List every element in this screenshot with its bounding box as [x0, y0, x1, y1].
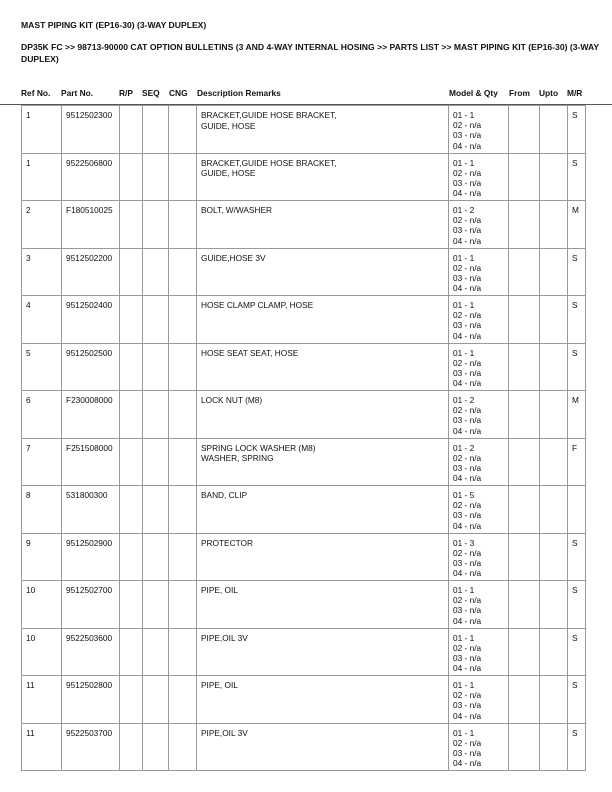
- rp-cell: [120, 391, 143, 439]
- qty-line: 02 - n/a: [453, 452, 482, 463]
- part-no: 9512502800: [66, 680, 113, 690]
- header-from: From: [509, 88, 530, 98]
- qty-line: 03 - n/a: [453, 367, 482, 378]
- ref-no: 3: [26, 252, 31, 263]
- from-cell: [509, 628, 540, 676]
- cng-cell: [169, 391, 197, 439]
- rp-cell: [120, 343, 143, 391]
- ref-no: 7: [26, 442, 31, 453]
- header-ref: Ref No.: [21, 88, 51, 98]
- ref-cell: [22, 106, 62, 154]
- ref-no: 11: [26, 727, 35, 738]
- qty-line: 03 - n/a: [453, 700, 482, 711]
- mr-cell: [568, 533, 586, 581]
- ref-cell: [22, 676, 62, 724]
- cng-cell: [169, 201, 197, 249]
- table-row: [22, 201, 586, 249]
- desc-cell: [197, 533, 449, 581]
- desc-line: GUIDE, HOSE: [201, 168, 256, 179]
- page-title: MAST PIPING KIT (EP16-30) (3-WAY DUPLEX): [21, 20, 207, 30]
- part-cell: [62, 296, 120, 344]
- upto-cell: [540, 533, 568, 581]
- ref-cell: [22, 296, 62, 344]
- mr-code: S: [572, 252, 578, 263]
- part-cell: [62, 201, 120, 249]
- seq-cell: [143, 296, 169, 344]
- desc-cell: [197, 201, 449, 249]
- ref-cell: [22, 533, 62, 581]
- mr-code: S: [572, 157, 578, 168]
- table-header: [0, 88, 612, 105]
- table-row: [22, 391, 586, 439]
- cng-cell: [169, 106, 197, 154]
- part-no: 9512502900: [66, 537, 113, 548]
- part-cell: [62, 343, 120, 391]
- cng-cell: [169, 248, 197, 296]
- qty-line: 03 - n/a: [453, 272, 482, 283]
- header-desc: Description Remarks: [197, 88, 281, 98]
- table-row: [22, 248, 586, 296]
- qty-line: 04 - n/a: [453, 378, 482, 389]
- qty-line: 01 - 1: [453, 157, 475, 168]
- upto-cell: [540, 676, 568, 724]
- seq-cell: [143, 248, 169, 296]
- mr-cell: [568, 438, 586, 486]
- seq-cell: [143, 438, 169, 486]
- model-qty-cell: [449, 581, 509, 629]
- model-qty-cell: [449, 391, 509, 439]
- qty-line: 02 - n/a: [453, 167, 482, 178]
- rp-cell: [120, 248, 143, 296]
- from-cell: [509, 581, 540, 629]
- part-cell: [62, 676, 120, 724]
- qty-line: 04 - n/a: [453, 663, 482, 674]
- qty-line: 03 - n/a: [453, 177, 482, 188]
- desc-cell: [197, 438, 449, 486]
- qty-line: 04 - n/a: [453, 140, 482, 151]
- mr-cell: [568, 248, 586, 296]
- qty-line: 01 - 1: [453, 300, 475, 310]
- header-part: Part No.: [61, 88, 94, 98]
- header-model: Model & Qty: [449, 88, 498, 98]
- qty-line: 04 - n/a: [453, 330, 482, 341]
- upto-cell: [540, 296, 568, 344]
- header-cng: CNG: [169, 88, 188, 98]
- qty-line: 02 - n/a: [453, 215, 482, 226]
- ref-cell: [22, 628, 62, 676]
- qty-line: 02 - n/a: [453, 642, 482, 653]
- cng-cell: [169, 486, 197, 534]
- ref-no: 6: [26, 395, 31, 405]
- mr-code: F: [572, 442, 578, 453]
- qty-line: 01 - 5: [453, 490, 475, 500]
- upto-cell: [540, 391, 568, 439]
- qty-line: 02 - n/a: [453, 500, 482, 511]
- desc-cell: [197, 581, 449, 629]
- desc-cell: [197, 296, 449, 344]
- model-qty-cell: [449, 676, 509, 724]
- seq-cell: [143, 581, 169, 629]
- part-no: F251508000: [66, 442, 113, 453]
- model-qty-cell: [449, 296, 509, 344]
- ref-cell: [22, 343, 62, 391]
- cng-cell: [169, 581, 197, 629]
- table-row: [22, 533, 586, 581]
- qty-line: 01 - 1: [453, 252, 475, 263]
- part-no: F230008000: [66, 395, 113, 405]
- qty-line: 01 - 3: [453, 537, 475, 548]
- rp-cell: [120, 153, 143, 201]
- part-cell: [62, 723, 120, 771]
- mr-code: S: [572, 110, 578, 120]
- from-cell: [509, 201, 540, 249]
- qty-line: 04 - n/a: [453, 235, 482, 246]
- model-qty-cell: [449, 438, 509, 486]
- table-row: [22, 153, 586, 201]
- header-rp: R/P: [119, 88, 133, 98]
- cng-cell: [169, 343, 197, 391]
- ref-no: 8: [26, 490, 31, 500]
- seq-cell: [143, 201, 169, 249]
- from-cell: [509, 723, 540, 771]
- desc-line: GUIDE,HOSE 3V: [201, 252, 266, 263]
- seq-cell: [143, 106, 169, 154]
- table-row: [22, 106, 586, 154]
- model-qty-cell: [449, 343, 509, 391]
- header-mr: M/R: [567, 88, 583, 98]
- from-cell: [509, 296, 540, 344]
- qty-line: 02 - n/a: [453, 595, 482, 606]
- qty-line: 04 - n/a: [453, 188, 482, 199]
- model-qty-cell: [449, 486, 509, 534]
- qty-line: 04 - n/a: [453, 568, 482, 579]
- qty-line: 01 - 1: [453, 632, 475, 643]
- from-cell: [509, 153, 540, 201]
- qty-line: 04 - n/a: [453, 710, 482, 721]
- table-row: [22, 296, 586, 344]
- qty-line: 03 - n/a: [453, 747, 482, 758]
- mr-code: S: [572, 680, 578, 690]
- mr-cell: [568, 723, 586, 771]
- desc-line: PROTECTOR: [201, 537, 253, 548]
- upto-cell: [540, 248, 568, 296]
- part-cell: [62, 628, 120, 676]
- qty-line: 03 - n/a: [453, 130, 482, 141]
- part-cell: [62, 248, 120, 296]
- qty-line: 02 - n/a: [453, 262, 482, 273]
- model-qty-cell: [449, 533, 509, 581]
- ref-no: 1: [26, 110, 31, 120]
- part-no: 531800300: [66, 490, 108, 500]
- qty-line: 03 - n/a: [453, 557, 482, 568]
- desc-line: BAND, CLIP: [201, 490, 248, 500]
- table-row: [22, 486, 586, 534]
- model-qty-cell: [449, 248, 509, 296]
- ref-cell: [22, 581, 62, 629]
- model-qty-cell: [449, 628, 509, 676]
- upto-cell: [540, 581, 568, 629]
- part-no: 9512502500: [66, 347, 113, 358]
- qty-line: 01 - 1: [453, 110, 475, 120]
- part-no: 9512502300: [66, 110, 113, 120]
- qty-line: 02 - n/a: [453, 690, 482, 701]
- mr-cell: [568, 106, 586, 154]
- upto-cell: [540, 438, 568, 486]
- mr-code: S: [572, 300, 578, 310]
- model-qty-cell: [449, 153, 509, 201]
- desc-line: BOLT, W/WASHER: [201, 205, 272, 215]
- from-cell: [509, 438, 540, 486]
- ref-cell: [22, 438, 62, 486]
- desc-cell: [197, 343, 449, 391]
- model-qty-cell: [449, 201, 509, 249]
- ref-no: 10: [26, 585, 36, 595]
- desc-line: PIPE, OIL: [201, 680, 238, 690]
- qty-line: 04 - n/a: [453, 520, 482, 531]
- qty-line: 01 - 1: [453, 727, 475, 738]
- mr-cell: [568, 628, 586, 676]
- qty-line: 04 - n/a: [453, 425, 482, 436]
- qty-line: 01 - 1: [453, 347, 475, 358]
- desc-cell: [197, 676, 449, 724]
- mr-code: S: [572, 537, 578, 548]
- model-qty-cell: [449, 723, 509, 771]
- ref-cell: [22, 201, 62, 249]
- cng-cell: [169, 628, 197, 676]
- qty-line: 03 - n/a: [453, 320, 482, 331]
- header-upto: Upto: [539, 88, 559, 98]
- table-row: [22, 676, 586, 724]
- qty-line: 04 - n/a: [453, 473, 482, 484]
- ref-no: 10: [26, 632, 36, 643]
- part-cell: [62, 486, 120, 534]
- from-cell: [509, 676, 540, 724]
- qty-line: 01 - 2: [453, 395, 475, 405]
- qty-line: 03 - n/a: [453, 605, 482, 616]
- mr-cell: [568, 676, 586, 724]
- from-cell: [509, 248, 540, 296]
- mr-cell: [568, 391, 586, 439]
- qty-line: 02 - n/a: [453, 737, 482, 748]
- seq-cell: [143, 676, 169, 724]
- mr-cell: [568, 153, 586, 201]
- qty-line: 04 - n/a: [453, 758, 482, 769]
- desc-line: GUIDE, HOSE: [201, 120, 256, 131]
- desc-line: PIPE,OIL 3V: [201, 632, 248, 643]
- from-cell: [509, 106, 540, 154]
- desc-cell: [197, 391, 449, 439]
- part-no: 9512502400: [66, 300, 113, 310]
- rp-cell: [120, 106, 143, 154]
- seq-cell: [143, 628, 169, 676]
- rp-cell: [120, 201, 143, 249]
- upto-cell: [540, 153, 568, 201]
- part-cell: [62, 106, 120, 154]
- qty-line: 01 - 2: [453, 442, 475, 453]
- ref-cell: [22, 391, 62, 439]
- breadcrumb: DP35K FC >> 98713-90000 CAT OPTION BULLETINS (3 AND 4-WAY INTERNAL HOSING >> PARTS LIST >> MAST PIPING KIT (EP16-30) (3-WAY DUPLEX): [21, 42, 599, 64]
- rp-cell: [120, 296, 143, 344]
- mr-cell: [568, 201, 586, 249]
- desc-cell: [197, 628, 449, 676]
- desc-line: PIPE,OIL 3V: [201, 727, 248, 738]
- mr-code: S: [572, 585, 578, 595]
- part-cell: [62, 581, 120, 629]
- rp-cell: [120, 628, 143, 676]
- cng-cell: [169, 533, 197, 581]
- mr-code: S: [572, 347, 578, 358]
- upto-cell: [540, 723, 568, 771]
- part-cell: [62, 438, 120, 486]
- qty-line: 03 - n/a: [453, 415, 482, 426]
- seq-cell: [143, 723, 169, 771]
- part-cell: [62, 153, 120, 201]
- part-no: F180510025: [66, 205, 113, 215]
- cng-cell: [169, 153, 197, 201]
- upto-cell: [540, 106, 568, 154]
- cng-cell: [169, 723, 197, 771]
- ref-no: 11: [26, 680, 35, 690]
- mr-code: M: [572, 395, 579, 405]
- qty-line: 02 - n/a: [453, 120, 482, 131]
- seq-cell: [143, 343, 169, 391]
- desc-line: PIPE, OIL: [201, 585, 238, 595]
- from-cell: [509, 391, 540, 439]
- table-row: [22, 581, 586, 629]
- part-no: 9522506800: [66, 157, 113, 168]
- part-no: 9522503700: [66, 727, 113, 738]
- qty-line: 01 - 1: [453, 680, 475, 690]
- seq-cell: [143, 153, 169, 201]
- qty-line: 02 - n/a: [453, 310, 482, 321]
- ref-cell: [22, 723, 62, 771]
- rp-cell: [120, 723, 143, 771]
- mr-cell: [568, 581, 586, 629]
- part-cell: [62, 533, 120, 581]
- rp-cell: [120, 676, 143, 724]
- table-row: [22, 723, 586, 771]
- table-row: [22, 438, 586, 486]
- mr-cell: [568, 296, 586, 344]
- desc-line: HOSE SEAT SEAT, HOSE: [201, 347, 299, 358]
- desc-cell: [197, 723, 449, 771]
- desc-cell: [197, 486, 449, 534]
- table-row: [22, 628, 586, 676]
- seq-cell: [143, 486, 169, 534]
- desc-cell: [197, 106, 449, 154]
- qty-line: 03 - n/a: [453, 510, 482, 521]
- desc-line: BRACKET,GUIDE HOSE BRACKET,: [201, 157, 337, 168]
- upto-cell: [540, 628, 568, 676]
- qty-line: 03 - n/a: [453, 462, 482, 473]
- qty-line: 02 - n/a: [453, 547, 482, 558]
- mr-cell: [568, 486, 586, 534]
- rp-cell: [120, 486, 143, 534]
- from-cell: [509, 343, 540, 391]
- cng-cell: [169, 296, 197, 344]
- upto-cell: [540, 343, 568, 391]
- qty-line: 03 - n/a: [453, 652, 482, 663]
- ref-cell: [22, 248, 62, 296]
- rp-cell: [120, 438, 143, 486]
- desc-line: SPRING LOCK WASHER (M8): [201, 442, 316, 453]
- desc-line: LOCK NUT (M8): [201, 395, 263, 405]
- mr-cell: [568, 343, 586, 391]
- parts-table: [21, 105, 586, 771]
- qty-line: 02 - n/a: [453, 405, 482, 416]
- ref-no: 1: [26, 157, 31, 168]
- mr-code: S: [572, 727, 578, 738]
- qty-line: 02 - n/a: [453, 357, 482, 368]
- desc-line: BRACKET,GUIDE HOSE BRACKET,: [201, 110, 337, 120]
- ref-cell: [22, 486, 62, 534]
- seq-cell: [143, 533, 169, 581]
- mr-code: M: [572, 205, 579, 215]
- cng-cell: [169, 438, 197, 486]
- ref-no: 4: [26, 300, 31, 310]
- table-row: [22, 343, 586, 391]
- part-no: 9512502200: [66, 252, 113, 263]
- upto-cell: [540, 201, 568, 249]
- qty-line: 04 - n/a: [453, 283, 482, 294]
- desc-cell: [197, 248, 449, 296]
- from-cell: [509, 533, 540, 581]
- mr-code: S: [572, 632, 578, 643]
- qty-line: 01 - 1: [453, 585, 475, 595]
- qty-line: 01 - 2: [453, 205, 475, 215]
- part-cell: [62, 391, 120, 439]
- desc-cell: [197, 153, 449, 201]
- rp-cell: [120, 533, 143, 581]
- rp-cell: [120, 581, 143, 629]
- part-no: 9512502700: [66, 585, 113, 595]
- seq-cell: [143, 391, 169, 439]
- ref-cell: [22, 153, 62, 201]
- ref-no: 5: [26, 347, 31, 358]
- part-no: 9522503600: [66, 632, 113, 643]
- qty-line: 04 - n/a: [453, 615, 482, 626]
- desc-line: WASHER, SPRING: [201, 453, 274, 464]
- header-seq: SEQ: [142, 88, 160, 98]
- qty-line: 03 - n/a: [453, 225, 482, 236]
- from-cell: [509, 486, 540, 534]
- cng-cell: [169, 676, 197, 724]
- desc-line: HOSE CLAMP CLAMP, HOSE: [201, 300, 314, 310]
- ref-no: 2: [26, 205, 31, 215]
- ref-no: 9: [26, 537, 31, 548]
- upto-cell: [540, 486, 568, 534]
- model-qty-cell: [449, 106, 509, 154]
